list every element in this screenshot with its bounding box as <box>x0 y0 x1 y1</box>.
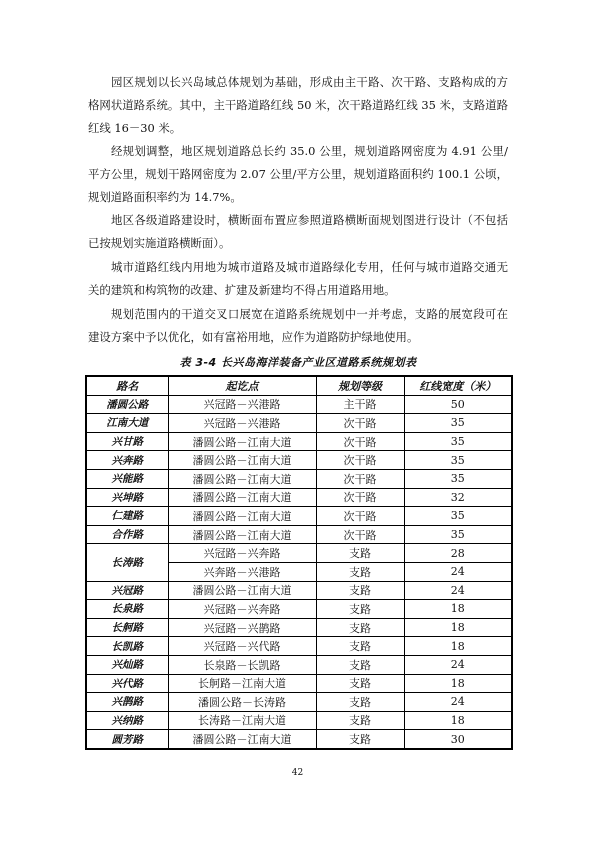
road-name-cell: 长舸路 <box>86 618 168 637</box>
grade-cell: 支路 <box>316 544 404 563</box>
table-row <box>86 711 512 730</box>
grade-cell: 支路 <box>316 655 404 674</box>
road-name-cell: 兴鹊路 <box>86 693 168 712</box>
route-cell: 潘圆公路－江南大道 <box>168 581 316 600</box>
grade-cell: 次干路 <box>316 525 404 544</box>
road-name-cell: 长泉路 <box>86 600 168 619</box>
width-cell: 24 <box>404 562 512 581</box>
route-cell: 潘圆公路－江南大道 <box>168 488 316 507</box>
road-name-cell: 潘圆公路 <box>86 395 168 414</box>
paragraph-road-statistics: 经规划调整，地区规划道路总长约 35.0 公里，规划道路网密度为 4.91 公里/平方公里，规划干路网密度为 2.07 公里/平方公里，规划道路面积约 100.1 公顷，规划道路面积率约为 14.7%。 <box>88 144 508 204</box>
table-row <box>86 507 512 526</box>
table-row <box>86 655 512 674</box>
road-name-cell: 合作路 <box>86 525 168 544</box>
table-row <box>86 730 512 749</box>
header-grade: 规划等级 <box>316 376 404 395</box>
route-cell: 兴冠路－兴港路 <box>168 395 316 414</box>
road-name-cell: 兴纳路 <box>86 711 168 730</box>
grade-cell: 次干路 <box>316 432 404 451</box>
road-name-cell: 兴甘路 <box>86 432 168 451</box>
route-cell: 长泉路－长凯路 <box>168 655 316 674</box>
grade-cell: 支路 <box>316 693 404 712</box>
table-row <box>86 395 512 414</box>
width-cell: 18 <box>404 674 512 693</box>
route-cell: 兴奔路－兴港路 <box>168 562 316 581</box>
route-cell: 潘圆公路－江南大道 <box>168 507 316 526</box>
width-cell: 35 <box>404 432 512 451</box>
route-cell: 长舸路－江南大道 <box>168 674 316 693</box>
table-body <box>86 395 512 749</box>
width-cell: 35 <box>404 414 512 433</box>
table-row <box>86 693 512 712</box>
route-cell: 潘圆公路－长涛路 <box>168 693 316 712</box>
road-name-cell: 兴能路 <box>86 469 168 488</box>
paragraph-road-network: 园区规划以长兴岛域总体规划为基础，形成由主干路、次干路、支路构成的方格网状道路系统。其中，主干路道路红线 50 米，次干路道路红线 35 米，支路道路红线 16－30 米。 <box>88 75 508 135</box>
route-cell: 兴冠路－兴港路 <box>168 414 316 433</box>
header-road-name: 路名 <box>86 376 168 395</box>
grade-cell: 支路 <box>316 674 404 693</box>
table-caption: 表 3-4 长兴岛海洋装备产业区道路系统规划表 <box>179 356 417 369</box>
width-cell: 18 <box>404 618 512 637</box>
table-row <box>86 637 512 656</box>
width-cell: 24 <box>404 693 512 712</box>
grade-cell: 支路 <box>316 581 404 600</box>
road-name-cell: 长涛路 <box>86 544 168 581</box>
table-header-row <box>86 376 512 395</box>
table-row <box>86 581 512 600</box>
table-row <box>86 414 512 433</box>
route-cell: 潘圆公路－江南大道 <box>168 525 316 544</box>
width-cell: 35 <box>404 525 512 544</box>
grade-cell: 支路 <box>316 637 404 656</box>
grade-cell: 主干路 <box>316 395 404 414</box>
route-cell: 潘圆公路－江南大道 <box>168 469 316 488</box>
table-row <box>86 618 512 637</box>
road-name-cell: 圆芳路 <box>86 730 168 749</box>
route-cell: 兴冠路－兴奔路 <box>168 600 316 619</box>
width-cell: 35 <box>404 469 512 488</box>
grade-cell: 支路 <box>316 730 404 749</box>
width-cell: 18 <box>404 637 512 656</box>
table-row <box>86 544 512 563</box>
road-name-cell: 长凯路 <box>86 637 168 656</box>
table-row <box>86 469 512 488</box>
table-row <box>86 600 512 619</box>
route-cell: 兴冠路－兴代路 <box>168 637 316 656</box>
width-cell: 32 <box>404 488 512 507</box>
grade-cell: 支路 <box>316 711 404 730</box>
table-row <box>86 451 512 470</box>
width-cell: 50 <box>404 395 512 414</box>
width-cell: 35 <box>404 451 512 470</box>
paragraph-red-line-land: 城市道路红线内用地为城市道路及城市道路绿化专用，任何与城市道路交通无关的建筑和构筑物的改建、扩建及新建均不得占用道路用地。 <box>88 260 508 297</box>
grade-cell: 支路 <box>316 562 404 581</box>
header-start-end: 起讫点 <box>168 376 316 395</box>
road-name-cell: 仁建路 <box>86 507 168 526</box>
table-row <box>86 488 512 507</box>
width-cell: 24 <box>404 655 512 674</box>
road-plan-table <box>85 375 513 750</box>
road-name-cell: 兴冠路 <box>86 581 168 600</box>
road-name-cell: 兴灿路 <box>86 655 168 674</box>
table-row <box>86 432 512 451</box>
table-row <box>86 674 512 693</box>
grade-cell: 次干路 <box>316 451 404 470</box>
route-cell: 潘圆公路－江南大道 <box>168 432 316 451</box>
width-cell: 18 <box>404 600 512 619</box>
route-cell: 潘圆公路－江南大道 <box>168 451 316 470</box>
header-red-line-width: 红线宽度（米） <box>404 376 512 395</box>
width-cell: 28 <box>404 544 512 563</box>
grade-cell: 支路 <box>316 618 404 637</box>
road-name-cell: 兴代路 <box>86 674 168 693</box>
road-name-cell: 江南大道 <box>86 414 168 433</box>
grade-cell: 次干路 <box>316 469 404 488</box>
width-cell: 24 <box>404 581 512 600</box>
grade-cell: 次干路 <box>316 507 404 526</box>
road-name-cell: 兴奔路 <box>86 451 168 470</box>
route-cell: 兴冠路－兴鹊路 <box>168 618 316 637</box>
grade-cell: 次干路 <box>316 414 404 433</box>
road-name-cell: 兴坤路 <box>86 488 168 507</box>
route-cell: 潘圆公路－江南大道 <box>168 730 316 749</box>
grade-cell: 支路 <box>316 600 404 619</box>
width-cell: 35 <box>404 507 512 526</box>
paragraph-intersection-widening: 规划范围内的干道交叉口展宽在道路系统规划中一并考虑，支路的展宽段可在建设方案中予以优化，如有富裕用地，应作为道路防护绿地使用。 <box>88 307 508 344</box>
page-number: 42 <box>291 768 304 778</box>
width-cell: 30 <box>404 730 512 749</box>
paragraph-cross-section: 地区各级道路建设时，横断面布置应参照道路横断面规划图进行设计（不包括已按规划实施道路横断面）。 <box>88 213 508 250</box>
table-row <box>86 525 512 544</box>
route-cell: 长涛路－江南大道 <box>168 711 316 730</box>
width-cell: 18 <box>404 711 512 730</box>
route-cell: 兴冠路－兴奔路 <box>168 544 316 563</box>
grade-cell: 次干路 <box>316 488 404 507</box>
